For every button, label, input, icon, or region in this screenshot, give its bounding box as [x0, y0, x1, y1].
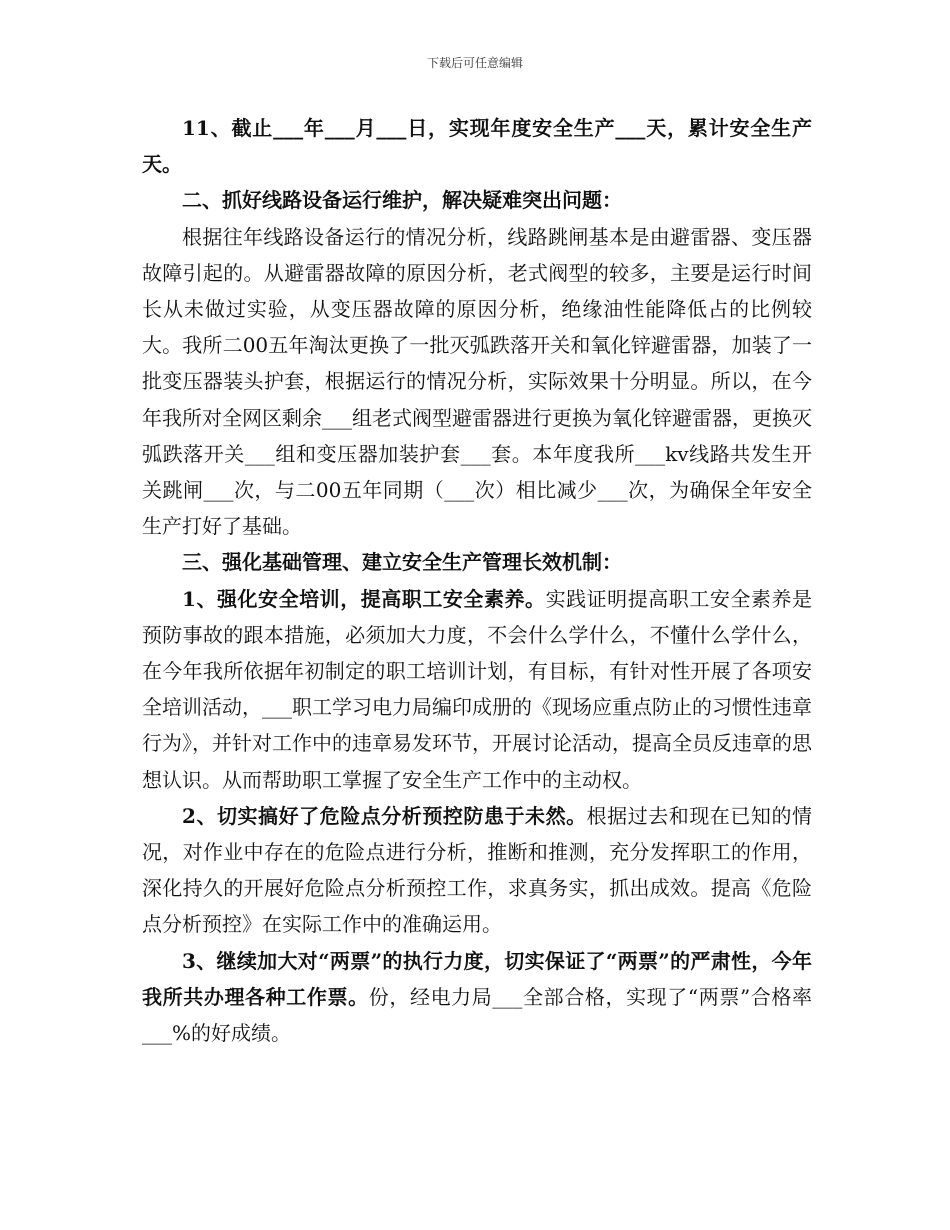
paragraph-risk-control — [142, 798, 812, 943]
paragraph-lead-2: 2、切实搞好了危险点分析预控防患于未然。 — [182, 803, 587, 828]
paragraph-item-11: 11、截止___年___月___日，实现年度安全生产___天，累计安全生产天。 — [142, 116, 812, 177]
section-heading-3: 三、强化基础管理、建立安全生产管理长效机制： — [182, 550, 622, 575]
paragraph-line-maintenance: 根据往年线路设备运行的情况分析，线路跳闸基本是由避雷器、变压器故障引起的。从避雷器故障的原因分析，老式阀型的较多，主要是运行时间长从未做过实验，从变压器故障的原因分析，绝缘油性能降低占的比例较大。我所二00五年淘汰更换了一批灭弧跌落开关和氧化锌避雷器，加装了一批变压器装头护套，根据运行的情况分析，实际效果十分明显。所以，在今年我所对全网区剩余___组老式阀型避雷器进行更换为氧化锌避雷器，更换灭弧跌落开关___组和变压器加装护套___套。本年度我所___kv线路共发生开关跳闸___次，与二00五年同期（___次）相比减少___次，为确保全年安全生产打好了基础。 — [142, 224, 812, 539]
paragraph-text-2: 根据过去和现在已知的情况，对作业中存在的危险点进行分析，推断和推测，充分发挥职工的作用，深化持久的开展好危险点分析预控工作，求真务实，抓出成效。提高《危险点分析预控》在实际工作中的准确运用。 — [142, 803, 812, 937]
section-heading-2: 二、抓好线路设备运行维护，解决疑难突出问题： — [182, 188, 622, 213]
paragraph-safety-training — [142, 581, 812, 798]
paragraph-two-tickets — [142, 943, 812, 1052]
paragraph-lead-3: 3、继续加大对“两票”的执行力度，切实保证了“两票”的严肃性，今年我所共办理各种工作票。 — [142, 948, 812, 1009]
paragraph-text-1: 实践证明提高职工安全素养是预防事故的跟本措施，必须加大力度，不会什么学什么，不懂什么学什么，在今年我所依据年初制定的职工培训计划，有目标，有针对性开展了各项安全培训活动，___职工学习电力局编印成册的《现场应重点防止的习惯性违章行为》，并针对工作中的违章易发环节，开展讨论活动，提高全员反违章的思想认识。从而帮助职工掌握了安全生产工作中的主动权。 — [142, 586, 813, 792]
document-body — [142, 110, 812, 1051]
paragraph-text-3: 份，经电力局___全部合格，实现了“两票”合格率___%的好成绩。 — [142, 984, 813, 1046]
page-header: 下载后可任意编辑 — [426, 56, 523, 70]
paragraph-lead-1: 1、强化安全培训，提高职工安全素养。 — [182, 586, 546, 611]
